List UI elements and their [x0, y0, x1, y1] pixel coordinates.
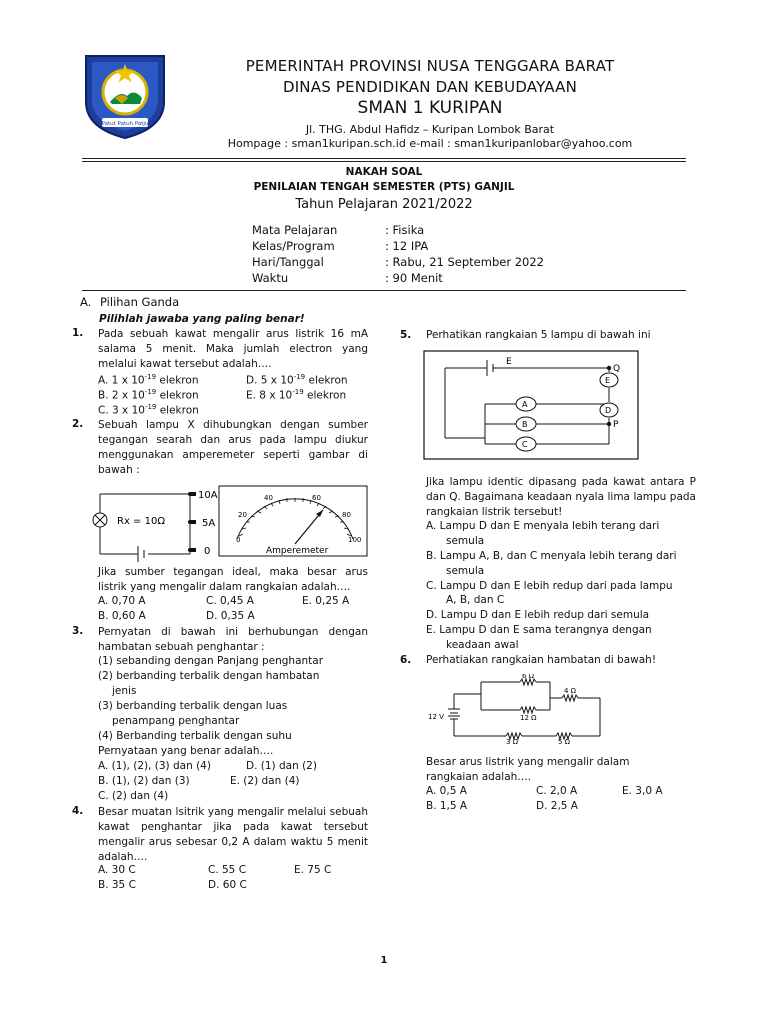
q6-text: Perhatiakan rangkaian hambatan di bawah!	[426, 654, 657, 666]
info-label-class: Kelas/Program	[252, 239, 335, 253]
q6-after-text: Besar arus listrik yang mengalir dalam rangkaian adalah….	[426, 756, 630, 783]
q3-option-d: D. (1) dan (2)	[246, 760, 317, 772]
q2-terminal-5a: 5A	[202, 518, 216, 529]
q5-option-e-cont: keadaan awal	[446, 639, 519, 651]
q6-number: 6.	[400, 654, 412, 666]
q6-option-a: A. 0,5 A	[426, 785, 467, 797]
q3-question: Pernyataan yang benar adalah….	[98, 745, 274, 757]
q6-option-c: C. 2,0 A	[536, 785, 578, 797]
q6-option-b: B. 1,5 A	[426, 800, 468, 812]
q5-option-b-cont: semula	[446, 565, 485, 577]
q2-number: 2.	[72, 418, 84, 430]
section-instruction: Pilihlah jawaba yang paling benar!	[99, 313, 305, 325]
info-label-subject: Mata Pelajaran	[252, 223, 338, 237]
section-letter: A.	[80, 295, 92, 309]
q2-terminal-0: 0	[204, 546, 211, 557]
q2-meter-label: Amperemeter	[266, 546, 329, 556]
q2-text: Sebuah lampu X dihubungkan dengan sumber tegangan searah dan arus pada lampu diukur menggunakan amperemeter seperti gambar di bawah :	[98, 419, 368, 476]
exam-title: PENILAIAN TENGAH SEMESTER (PTS) GANJIL	[253, 181, 515, 193]
info-value-date: : Rabu, 21 September 2022	[385, 255, 544, 269]
q1-option-a: A. 1 x $10^{-19}$ elekron	[98, 373, 199, 387]
q4-text: Besar muatan lsitrik yang mengalir melalui sebuah kawat penghantar jika pada kawat tersebut mengalir arus sebesar 0,2 A dalam waktu 5 menit adalah….	[98, 806, 368, 863]
q5-number: 5.	[400, 329, 412, 341]
info-value-class: : 12 IPA	[385, 239, 429, 253]
page-number: 1	[380, 955, 388, 966]
q3-option-e: E. (2) dan (4)	[230, 775, 300, 787]
q6-resistor-12: 12 Ω	[520, 714, 537, 722]
q5-node-q: Q	[613, 364, 621, 374]
q3-statement-2-cont: jenis	[112, 685, 137, 697]
q5-option-a: A. Lampu D dan E menyala lebih terang dari	[426, 520, 660, 532]
info-label-date: Hari/Tanggal	[252, 255, 324, 269]
q2-resistor-label: Rx = 10Ω	[117, 516, 165, 527]
q6-resistor-6: 6 Ω	[522, 674, 535, 680]
q3-statement-3-cont: penampang penghantar	[112, 715, 240, 727]
q5-lamp-d: D	[605, 406, 612, 415]
q3-statement-1: (1) sebanding dengan Panjang penghantar	[98, 655, 324, 667]
q2-terminal-10a: 10A	[198, 490, 218, 501]
q4-option-d: D. 60 C	[208, 879, 247, 891]
q5-option-c-cont: A, B, dan C	[446, 594, 505, 606]
q1-option-e: E. 8 x $10^{-19}$ elekron	[246, 388, 347, 402]
info-value-subject: : Fisika	[385, 223, 425, 237]
info-label-time: Waktu	[252, 271, 289, 285]
q6-voltage-label: 12 V	[428, 713, 444, 721]
q1-option-c: C. 3 x $10^{-19}$ elekron	[98, 403, 199, 417]
header-school-name: SMAN 1 KURIPAN	[357, 98, 503, 118]
q5-option-b: B. Lampu A, B, dan C menyala lebih terang dari	[426, 550, 677, 562]
q3-number: 3.	[72, 625, 84, 637]
q2-scale-80: 80	[342, 511, 351, 519]
q5-option-e: E. Lampu D dan E sama terangnya dengan	[426, 624, 652, 636]
q5-lamp-c: C	[522, 440, 528, 449]
header-contact: Hompage : sman1kuripan.sch.id e-mail : sman1kuripanlobar@yahoo.com	[227, 137, 633, 150]
document-title: NAKAH SOAL	[345, 166, 423, 178]
q3-option-b: B. (1), (2) dan (3)	[98, 775, 190, 787]
q6-resistor-circuit-diagram	[426, 674, 606, 744]
info-divider	[82, 290, 686, 291]
q3-text: Pernyatan di bawah ini berhubungan dengan hambatan sebuah penghantar :	[98, 626, 368, 653]
q1-number: 1.	[72, 327, 84, 339]
q6-resistor-3: 3 Ω	[506, 738, 519, 744]
q2-after-text: Jika sumber tegangan ideal, maka besar arus listrik yang mengalir dalam rangkaian adalah….	[98, 566, 368, 593]
q5-after-text: Jika lampu identic dipasang pada kawat antara P dan Q. Bagaimana keadaan nyala lima lampu pada rangkaian listrik tersebut!	[426, 476, 696, 518]
q6-resistor-5: 5 Ω	[558, 738, 571, 744]
q2-option-b: B. 0,60 A	[98, 610, 146, 622]
header-address: Jl. THG. Abdul Hafidz – Kuripan Lombok Barat	[305, 123, 555, 136]
q4-option-b: B. 35 C	[98, 879, 136, 891]
q3-option-a: A. (1), (2), (3) dan (4)	[98, 760, 211, 772]
info-value-time: : 90 Menit	[385, 271, 443, 285]
q5-lamp-circuit-diagram	[423, 350, 639, 460]
q5-node-p: P	[613, 420, 619, 430]
q5-battery-label: E	[506, 357, 512, 367]
q2-scale-20: 20	[238, 511, 247, 519]
q6-option-e: E. 3,0 A	[622, 785, 663, 797]
section-title: Pilihan Ganda	[100, 295, 180, 309]
q1-option-d: D. 5 x $10^{-19}$ elekron	[246, 373, 348, 387]
q2-option-a: A. 0,70 A	[98, 595, 146, 607]
q2-scale-0: 0	[236, 536, 241, 544]
header-divider-top	[82, 158, 686, 159]
q2-option-e: E. 0,25 A	[302, 595, 350, 607]
q3-statement-4: (4) Berbanding terbalik dengan suhu	[98, 730, 292, 742]
logo-motto: Patut Patuh Patju	[101, 121, 149, 127]
q3-option-c: C. (2) dan (4)	[98, 790, 169, 802]
q2-scale-100: 100	[348, 536, 362, 544]
q3-statement-2: (2) berbanding terbalik dengan hambatan	[98, 670, 320, 682]
q5-lamp-a: A	[522, 400, 528, 409]
q5-option-d: D. Lampu D dan E lebih redup dari semula	[426, 609, 650, 621]
q2-scale-40: 40	[264, 494, 273, 502]
q2-scale-60: 60	[312, 494, 321, 502]
q5-text: Perhatikan rangkaian 5 lampu di bawah ini	[426, 329, 651, 341]
academic-year: Tahun Pelajaran 2021/2022	[295, 197, 473, 212]
q4-number: 4.	[72, 805, 84, 817]
q4-option-c: C. 55 C	[208, 864, 247, 876]
q5-option-c: C. Lampu D dan E lebih redup dari pada lampu	[426, 580, 673, 592]
q5-lamp-b: B	[522, 420, 528, 429]
q6-resistor-4: 4 Ω	[564, 687, 577, 695]
q4-option-e: E. 75 C	[294, 864, 332, 876]
q1-option-b: B. 2 x $10^{-19}$ elekron	[98, 388, 199, 402]
q6-option-d: D. 2,5 A	[536, 800, 578, 812]
q2-ammeter-circuit-diagram	[90, 482, 370, 562]
q3-statement-3: (3) berbanding terbalik dengan luas	[98, 700, 288, 712]
q5-option-a-cont: semula	[446, 535, 485, 547]
q2-option-c: C. 0,45 A	[206, 595, 254, 607]
header-divider-bottom	[82, 161, 686, 162]
q1-text: Pada sebuah kawat mengalir arus listrik 16 mA salama 5 menit. Maka jumlah electron yang melalui kawat tersebut adalah….	[98, 328, 368, 370]
q5-lamp-e: E	[605, 376, 611, 385]
q2-option-d: D. 0,35 A	[206, 610, 255, 622]
q4-option-a: A. 30 C	[98, 864, 136, 876]
header-government: PEMERINTAH PROVINSI NUSA TENGGARA BARAT	[245, 57, 615, 75]
header-department: DINAS PENDIDIKAN DAN KEBUDAYAAN	[282, 78, 578, 96]
